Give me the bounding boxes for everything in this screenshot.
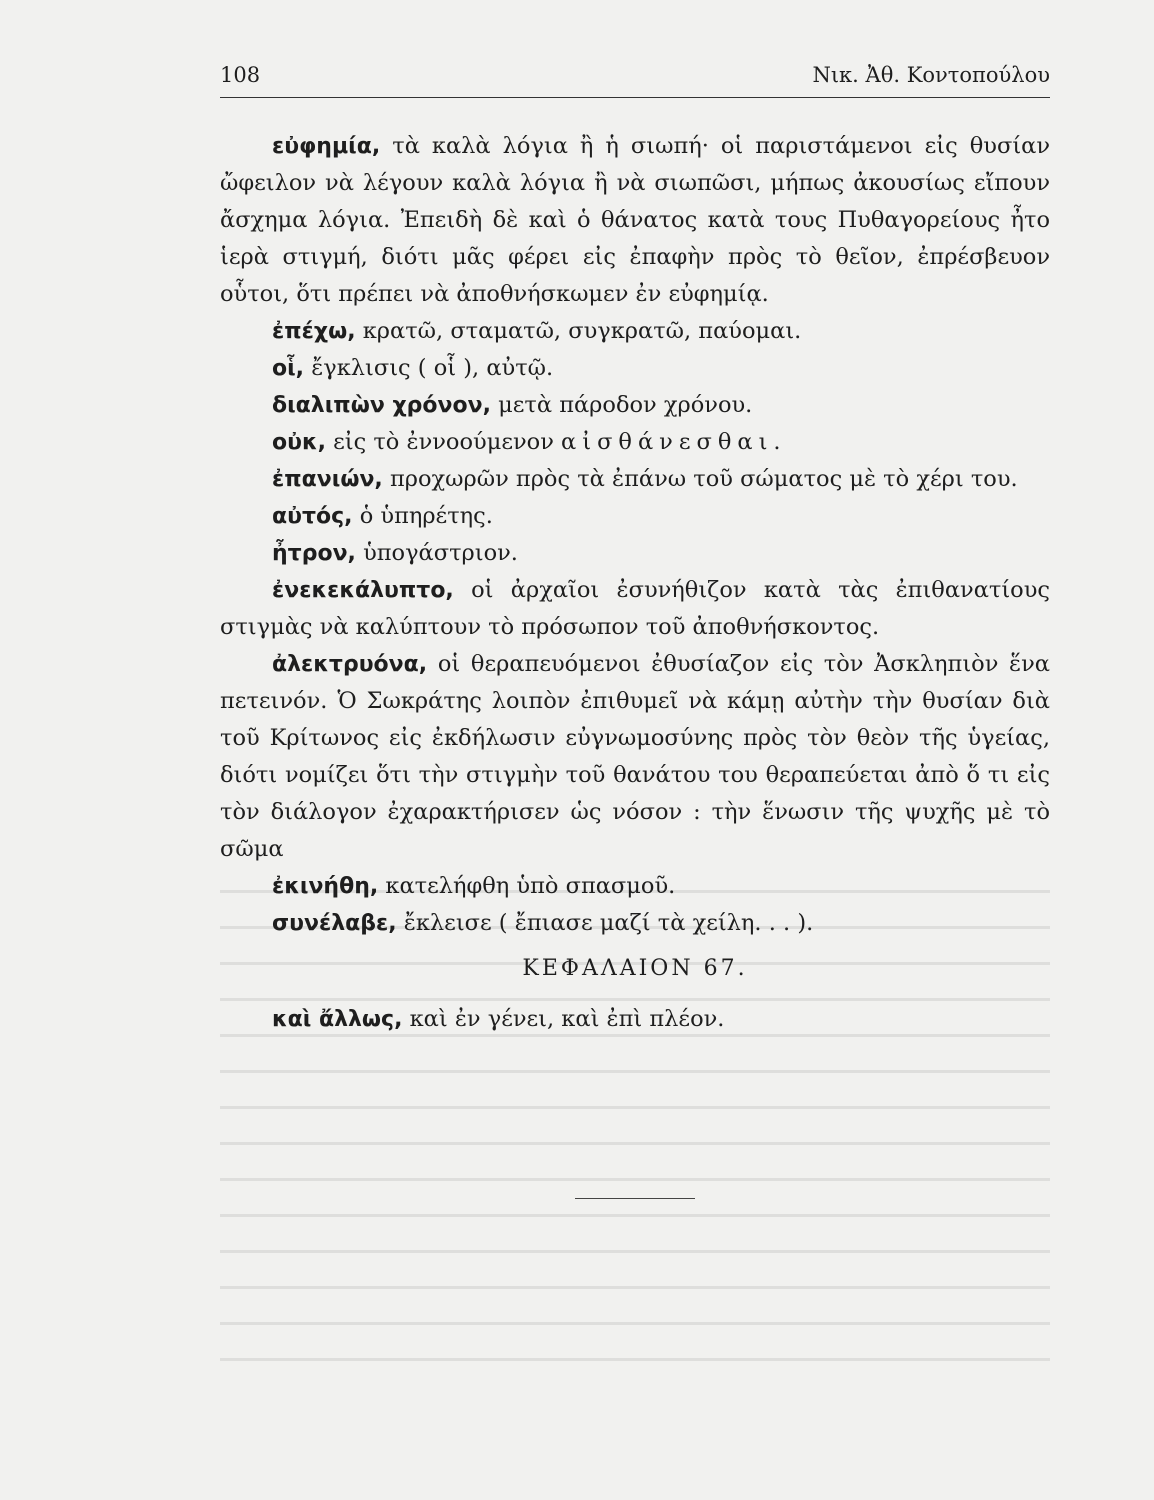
term: καὶ ἄλλως, [272, 1007, 403, 1032]
term: ἐκινήθη, [272, 874, 379, 899]
page-number: 108 [220, 63, 261, 87]
definition: ὑπογάστριον. [363, 540, 518, 566]
definition: κατελήφθη ὑπὸ σπασμοῦ. [385, 873, 676, 899]
entry-dialipon [220, 387, 1050, 424]
term: εὐφημία, [272, 134, 381, 159]
definition: ἔγκλισις ( οἷ ), αὐτῷ. [311, 355, 554, 381]
definition: τὰ καλὰ λόγια ἢ ἡ σιωπή· οἱ παριστάμενοι εἰς θυσίαν ὤφειλον νὰ λέγουν καλὰ λόγια ἢ νὰ σιωπῶσι, μήπως ἀκουσίως εἴπουν ἄσχημα λόγια. Ἐπειδὴ δὲ καὶ ὁ θάνατος κατὰ τους Πυθαγορείους ἦτο ἱερὰ στιγμή, διότι μᾶς φέρει εἰς ἐπαφὴν πρὸς τὸ θεῖον, ἐπρέσβευον οὗτοι, ὅτι πρέπει νὰ ἀποθνήσκωμεν ἐν εὐφημίᾳ. [220, 133, 1051, 307]
term: ἐνεκεκάλυπτο, [272, 578, 454, 603]
term: διαλιπὼν χρόνον, [272, 393, 491, 418]
paragraph-enekekalypto [220, 572, 1050, 646]
term: ἐπανιών, [272, 467, 383, 492]
running-head: Νικ. Ἀθ. Κοντοπούλου [812, 63, 1050, 87]
chapter-heading: ΚΕΦΑΛΑΙΟΝ 67. [522, 956, 748, 981]
term: ἀλεκτρυόνα, [272, 652, 428, 677]
page-header [220, 55, 1050, 98]
end-rule [575, 1198, 695, 1199]
entry-kai-allos [220, 1001, 1050, 1038]
definition: ὁ ὑπηρέτης. [359, 503, 493, 529]
term: οὐκ, [272, 430, 326, 455]
term: ἐπέχω, [272, 319, 356, 344]
entry-etron [220, 535, 1050, 572]
paragraph-euphemia [220, 128, 1050, 313]
entry-ekinethe [220, 868, 1050, 905]
definition: οἱ θεραπευόμενοι ἐθυσίαζον εἰς τὸν Ἀσκληπιὸν ἕνα πετεινόν. Ὁ Σωκράτης λοιπὸν ἐπιθυμεῖ νὰ κάμῃ αὐτὴν τὴν θυσίαν διὰ τοῦ Κρίτωνος εἰς ἐκδήλωσιν εὐγνωμοσύνης πρὸς τὸν θεὸν τῆς ὑγείας, διότι νομίζει ὅτι τὴν στιγμὴν τοῦ θανάτου του θεραπεύεται ἀπὸ ὅ τι εἰς τὸν διάλογον ἐχαρακτήρισεν ὡς νόσον : τὴν ἕνωσιν τῆς ψυχῆς μὲ τὸ σῶμα [220, 651, 1051, 862]
entry-synelabe [220, 905, 1050, 942]
entry-hoi [220, 350, 1050, 387]
paragraph-alektryona [220, 646, 1050, 868]
definition: μετὰ πάροδον χρόνου. [498, 392, 753, 418]
term: αὐτός, [272, 504, 353, 529]
definition: κρατῶ, σταματῶ, συγκρατῶ, παύομαι. [362, 318, 802, 344]
definition: προχωρῶν πρὸς τὰ ἐπάνω τοῦ σώματος μὲ τὸ χέρι του. [389, 466, 1018, 492]
page-body [220, 128, 1050, 1199]
definition: εἰς τὸ ἐννοούμενον [333, 429, 554, 455]
entry-ouk [220, 424, 1050, 461]
term: οἷ, [272, 356, 305, 381]
definition: οἱ ἀρχαῖοι ἐσυνήθιζον κατὰ τὰς ἐπιθανατίους στιγμὰς νὰ καλύπτουν τὸ πρόσωπον τοῦ ἀποθνήσκοντος. [220, 577, 1050, 640]
spaced-word: αἰσθάνεσθαι. [561, 429, 787, 455]
term: ἦτρον, [272, 541, 356, 566]
definition: καὶ ἐν γένει, καὶ ἐπὶ πλέον. [409, 1006, 725, 1032]
entry-epecho [220, 313, 1050, 350]
definition: ἔκλεισε ( ἔπιασε μαζί τὰ χείλη. . . ). [403, 910, 814, 936]
term: συνέλαβε, [272, 911, 397, 936]
entry-autos [220, 498, 1050, 535]
entry-epanion [220, 461, 1050, 498]
book-page [220, 55, 1050, 1199]
